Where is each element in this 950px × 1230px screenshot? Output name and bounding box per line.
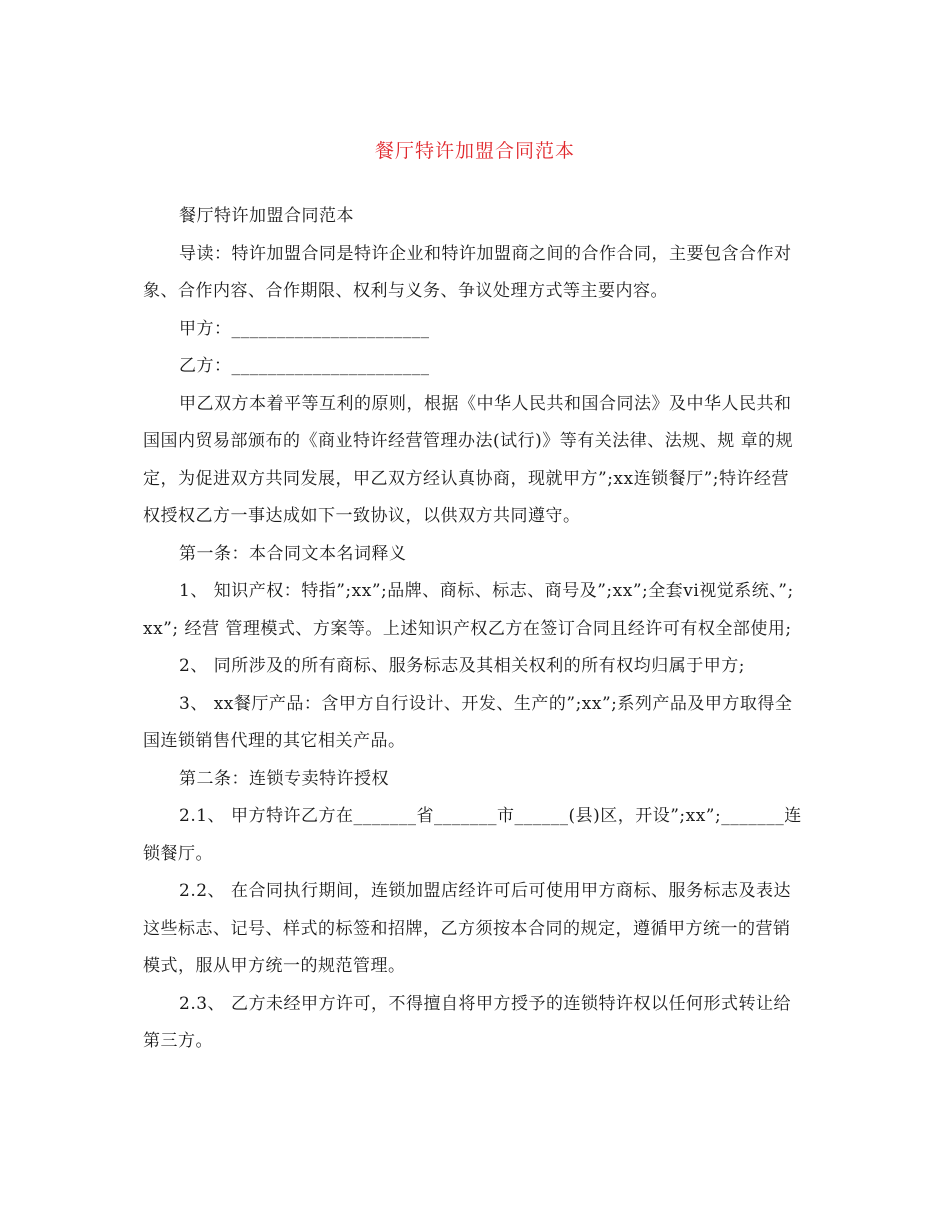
article-2-item-1: 2.1、 甲方特许乙方在_______省_______市______(县)区，开设”;xx”;_______连锁餐厅。 <box>143 806 802 864</box>
party-a-line: 甲方：______________________ <box>179 318 430 339</box>
article-2-item-3: 2.3、 乙方未经甲方许可，不得擅自将甲方授予的连锁特许权以任何形式转让给第三方。 <box>143 993 791 1051</box>
article-2-item-2: 2.2、 在合同执行期间，连锁加盟店经许可后可使用甲方商标、服务标志及表达这些标志、记号、样式的标签和招牌，乙方须按本合同的规定，遵循甲方统一的营销模式，服从甲方统一的规范管理。 <box>143 881 791 976</box>
document-title: 餐厅特许加盟合同范本 <box>374 140 575 162</box>
article-1-item-2: 2、 同所涉及的所有商标、服务标志及其相关权利的所有权均归属于甲方; <box>179 656 745 676</box>
paragraph-heading: 餐厅特许加盟合同范本 <box>179 206 354 226</box>
article-1-item-3: 3、 xx餐厅产品：含甲方自行设计、开发、生产的”;xx”;系列产品及甲方取得全国连锁销售代理的其它相关产品。 <box>143 693 793 751</box>
article-2-heading: 第二条：连锁专卖特许授权 <box>179 768 389 789</box>
paragraph-preamble: 甲乙双方本着平等互利的原则，根据《中华人民共和国合同法》及中华人民共和国国内贸易部颁布的《商业特许经营管理办法(试行)》等有关法律、法规、规 章的规定，为促进双方共同发展，甲乙双方经认真协商，现就甲方”;xx连锁餐厅”;特许经营权授权乙方一事达成如下一致协议，以供双方共同遵守。 <box>143 393 794 526</box>
paragraph-intro: 导读：特许加盟合同是特许企业和特许加盟商之间的合作合同，主要包含合作对象、合作内容、合作期限、权利与义务、争议处理方式等主要内容。 <box>143 243 792 301</box>
party-b-line: 乙方：______________________ <box>179 356 430 376</box>
article-1-heading: 第一条：本合同文本名词释义 <box>179 543 407 564</box>
article-1-item-1: 1、 知识产权：特指”;xx”;品牌、商标、标志、商号及”;xx”;全套vi视觉系统、”;xx”; 经营 管理模式、方案等。上述知识产权乙方在签订合同且经许可有权全部使用; <box>143 581 794 639</box>
document-body <box>143 198 803 1061</box>
